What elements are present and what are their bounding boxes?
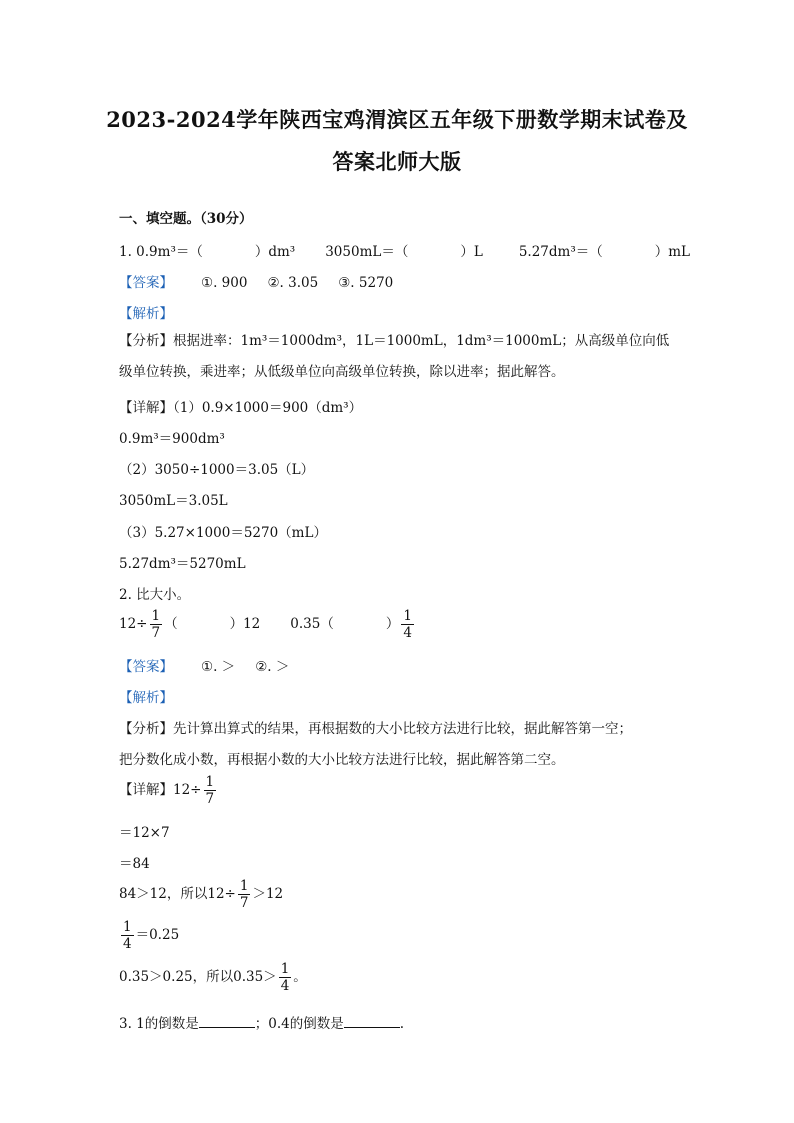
q1-analysis-text: 【分析】根据进率：1m³＝1000dm³，1L＝1000mL，1dm³＝1000mL；从高级单位向低级单位转换，乘进率；从低级单位向高级单位转换，除以进率；据此解答。 [119,333,670,380]
q2-step-5: 0.35＞0.25，所以0.35＞ $\frac{1}{4}$ 。 [119,961,307,994]
q1-detail-2: 0.9m³＝900dm³ [119,431,225,447]
q2-step-2: ＝84 [119,856,150,872]
q1-part-b-unit: ）L [460,244,483,260]
question-1-stem [119,240,690,260]
q1-detail-step-1: （1）0.9×1000＝900（dm³） [173,400,363,416]
q2-expr-a-open: （ [164,616,178,632]
q2-expressions [119,608,416,641]
q1-answer-1: ①. 900 [201,275,248,291]
answer-tag: 【答案】 [119,275,173,291]
q2-fraction-b: $\frac{1}{4}$ [403,608,412,641]
q2-analysis-text-2: 把分数化成小数，再根据小数的大小比较方法进行比较，据此解答第二空。 [119,752,565,768]
q3-blank-1[interactable] [199,1014,255,1028]
q2-detail-expr: 【详解】12÷ $\frac{1}{7}$ [119,774,215,807]
q3-blank-2[interactable] [344,1014,400,1028]
q1-part-b: 3050mL＝（ [325,244,409,260]
q2-step-4: $\frac{1}{4}$ ＝0.25 [123,919,180,952]
detail-tag: 【详解】 [119,400,173,416]
q2-answer-2: ②. ＞ [255,659,290,675]
q1-answer [119,271,393,291]
q1-analysis-tag: 【解析】 [119,306,173,322]
q1-detail-3: （2）3050÷1000＝3.05（L） [119,462,315,478]
q1-part-c-unit: ）mL [654,244,691,260]
q1-detail-1 [119,396,362,416]
page-title-line2: 答案北师大版 [332,149,462,174]
q1-answer-2: ②. 3.05 [267,275,319,291]
q2-analysis-text-1: 【分析】先计算出算式的结果，再根据数的大小比较方法进行比较，据此解答第一空； [119,721,632,737]
q1-part-a: 1. 0.9m³＝（ [119,244,203,260]
q2-answer [119,655,289,675]
section-heading: 一、填空题。（30分） [119,211,253,227]
q1-part-c: 5.27dm³＝（ [518,244,603,260]
q2-step-4-fraction: $\frac{1}{4}$ [123,919,132,952]
q2-expr-a-close: ）12 [229,616,261,632]
detail-tag: 【详解】 [119,782,173,798]
q2-step-1: ＝12×7 [119,825,170,841]
q2-step-5-fraction: $\frac{1}{4}$ [280,961,290,994]
q2-detail-fraction: $\frac{1}{7}$ [205,774,215,807]
q1-part-a-unit: ）dm³ [254,244,296,260]
q1-detail-4: 3050mL＝3.05L [119,493,228,509]
q2-analysis-tag: 【解析】 [119,690,173,706]
answer-tag: 【答案】 [119,659,173,675]
q2-step-3: 84＞12，所以12÷ $\frac{1}{7}$ ＞12 [119,878,284,911]
q2-expr-b-pre: 0.35（ [290,616,334,632]
q2-expr-b-close: ） [385,616,400,632]
q1-answer-3: ③. 5270 [338,275,394,291]
q2-step-3-fraction: $\frac{1}{7}$ [239,878,249,911]
q1-detail-6: 5.27dm³＝5270mL [119,556,246,572]
question-3-stem: 3. 1的倒数是 ；0.4的倒数是 . [119,1016,405,1032]
q2-expr-a-pre: 12÷ [119,616,148,632]
q1-detail-5: （3）5.27×1000＝5270（mL） [119,525,327,541]
q2-fraction-a: $\frac{1}{7}$ [151,608,161,641]
q2-answer-1: ①. ＞ [201,659,236,675]
question-2-stem: 2. 比大小。 [119,587,191,603]
page-title: 2023-2024学年陕西宝鸡渭滨区五年级下册数学期末试卷及 [106,107,688,132]
